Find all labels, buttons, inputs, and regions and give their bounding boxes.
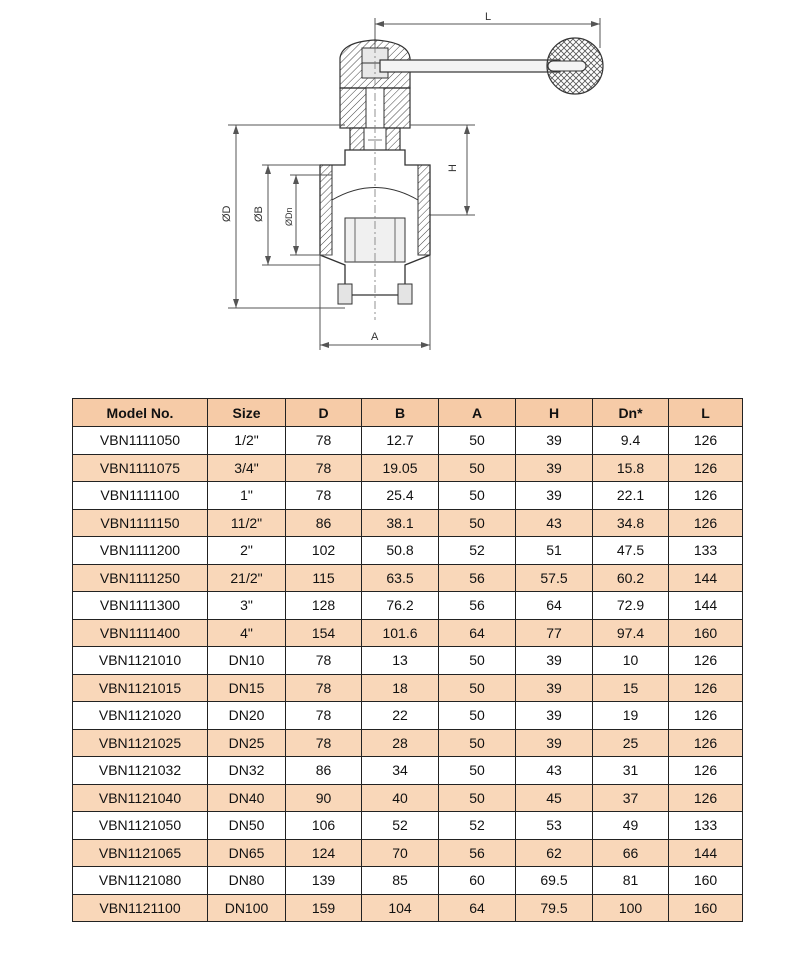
table-cell: 128 [286, 592, 362, 620]
table-row [73, 454, 743, 482]
table-cell: VBN1111250 [73, 564, 208, 592]
table-row [73, 619, 743, 647]
table-row [73, 564, 743, 592]
table-cell: 15 [593, 674, 669, 702]
table-cell: 126 [669, 454, 743, 482]
table-cell: 13 [362, 647, 439, 675]
table-cell: 34.8 [593, 509, 669, 537]
table-cell: 97.4 [593, 619, 669, 647]
table-cell: 39 [516, 702, 593, 730]
table-cell: VBN1111200 [73, 537, 208, 565]
table-row [73, 729, 743, 757]
table-cell: VBN1111150 [73, 509, 208, 537]
table-cell: VBN1121015 [73, 674, 208, 702]
table-cell: DN32 [208, 757, 286, 785]
table-cell: 81 [593, 867, 669, 895]
table-row [73, 757, 743, 785]
table-cell: 52 [439, 812, 516, 840]
table-cell: VBN1111400 [73, 619, 208, 647]
table-cell: 139 [286, 867, 362, 895]
table-cell: 64 [439, 619, 516, 647]
table-cell: 86 [286, 509, 362, 537]
label-B: ØB [253, 206, 265, 222]
table-cell: 78 [286, 647, 362, 675]
table-cell: 39 [516, 674, 593, 702]
table-cell: 50 [439, 784, 516, 812]
table-row [73, 427, 743, 455]
table-cell: 70 [362, 839, 439, 867]
table-cell: 21/2" [208, 564, 286, 592]
table-cell: 133 [669, 537, 743, 565]
table-cell: 22 [362, 702, 439, 730]
table-cell: 22.1 [593, 482, 669, 510]
table-cell: 50 [439, 482, 516, 510]
table-cell: 126 [669, 729, 743, 757]
table-cell: DN80 [208, 867, 286, 895]
table-cell: 126 [669, 509, 743, 537]
table-row [73, 839, 743, 867]
table-cell: 64 [439, 894, 516, 922]
table-cell: 77 [516, 619, 593, 647]
table-cell: 76.2 [362, 592, 439, 620]
table-row [73, 674, 743, 702]
table-cell: VBN1121032 [73, 757, 208, 785]
table-cell: VBN1121080 [73, 867, 208, 895]
table-cell: 50 [439, 647, 516, 675]
table-cell: 45 [516, 784, 593, 812]
table-cell: 64 [516, 592, 593, 620]
table-cell: 1" [208, 482, 286, 510]
table-cell: DN25 [208, 729, 286, 757]
table-cell: 31 [593, 757, 669, 785]
column-header: H [516, 399, 593, 427]
table-cell: 3" [208, 592, 286, 620]
table-cell: VBN1121025 [73, 729, 208, 757]
table-cell: VBN1121100 [73, 894, 208, 922]
table-cell: 78 [286, 482, 362, 510]
table-cell: 57.5 [516, 564, 593, 592]
table-cell: 51 [516, 537, 593, 565]
table-cell: 115 [286, 564, 362, 592]
table-row [73, 509, 743, 537]
table-cell: 159 [286, 894, 362, 922]
table-cell: 78 [286, 454, 362, 482]
table-body [73, 427, 743, 922]
column-header: L [669, 399, 743, 427]
table-cell: 39 [516, 647, 593, 675]
table-cell: 19 [593, 702, 669, 730]
table-cell: 25.4 [362, 482, 439, 510]
table-cell: 37 [593, 784, 669, 812]
table-cell: DN50 [208, 812, 286, 840]
table-cell: VBN1111050 [73, 427, 208, 455]
table-cell: 78 [286, 674, 362, 702]
table-row [73, 894, 743, 922]
table-cell: 160 [669, 894, 743, 922]
specification-table [72, 398, 743, 922]
table-cell: 39 [516, 454, 593, 482]
table-cell: VBN1111100 [73, 482, 208, 510]
table-cell: 90 [286, 784, 362, 812]
table-cell: 160 [669, 619, 743, 647]
table-cell: 144 [669, 564, 743, 592]
table-cell: 72.9 [593, 592, 669, 620]
table-cell: 60 [439, 867, 516, 895]
table-cell: 126 [669, 482, 743, 510]
table-cell: 47.5 [593, 537, 669, 565]
table-row [73, 784, 743, 812]
table-cell: 3/4" [208, 454, 286, 482]
column-header: B [362, 399, 439, 427]
table-cell: VBN1121040 [73, 784, 208, 812]
table-cell: 126 [669, 702, 743, 730]
table-row [73, 647, 743, 675]
table-cell: 52 [439, 537, 516, 565]
table-cell: 38.1 [362, 509, 439, 537]
table-header-row [73, 399, 743, 427]
column-header: D [286, 399, 362, 427]
table-cell: VBN1111075 [73, 454, 208, 482]
table-cell: 1/2" [208, 427, 286, 455]
table-cell: 52 [362, 812, 439, 840]
table-cell: 86 [286, 757, 362, 785]
table-cell: 124 [286, 839, 362, 867]
table-cell: 50 [439, 674, 516, 702]
table-cell: 60.2 [593, 564, 669, 592]
table-row [73, 482, 743, 510]
column-header: A [439, 399, 516, 427]
table-cell: 69.5 [516, 867, 593, 895]
table-cell: 19.05 [362, 454, 439, 482]
table-cell: 56 [439, 564, 516, 592]
table-cell: 43 [516, 757, 593, 785]
table-cell: 40 [362, 784, 439, 812]
table-cell: 56 [439, 592, 516, 620]
table-cell: VBN1121020 [73, 702, 208, 730]
table-cell: 144 [669, 839, 743, 867]
label-H: H [447, 164, 459, 172]
table-cell: 12.7 [362, 427, 439, 455]
table-cell: 11/2" [208, 509, 286, 537]
table-cell: 126 [669, 674, 743, 702]
table-cell: 126 [669, 647, 743, 675]
table-cell: 154 [286, 619, 362, 647]
table-cell: DN40 [208, 784, 286, 812]
table-cell: 79.5 [516, 894, 593, 922]
table-cell: DN20 [208, 702, 286, 730]
table-cell: 50 [439, 702, 516, 730]
table-cell: 50 [439, 729, 516, 757]
table-cell: 144 [669, 592, 743, 620]
table-row [73, 867, 743, 895]
table-cell: 15.8 [593, 454, 669, 482]
table-cell: 50.8 [362, 537, 439, 565]
label-L: L [485, 11, 492, 23]
table-cell: DN100 [208, 894, 286, 922]
table-cell: 126 [669, 427, 743, 455]
table-cell: 39 [516, 427, 593, 455]
table-cell: 133 [669, 812, 743, 840]
table-cell: 43 [516, 509, 593, 537]
table-cell: VBN1121065 [73, 839, 208, 867]
table-cell: 106 [286, 812, 362, 840]
table-cell: 78 [286, 427, 362, 455]
table-cell: 39 [516, 482, 593, 510]
table-cell: DN15 [208, 674, 286, 702]
column-header: Model No. [73, 399, 208, 427]
table-cell: 9.4 [593, 427, 669, 455]
table-cell: 49 [593, 812, 669, 840]
table-cell: 2" [208, 537, 286, 565]
table-cell: DN65 [208, 839, 286, 867]
table-cell: 50 [439, 454, 516, 482]
handle-bar [380, 38, 603, 94]
table-cell: 18 [362, 674, 439, 702]
label-A: A [371, 331, 379, 343]
table-cell: 62 [516, 839, 593, 867]
table-cell: 56 [439, 839, 516, 867]
table-cell: 78 [286, 702, 362, 730]
table-cell: 78 [286, 729, 362, 757]
table-cell: 160 [669, 867, 743, 895]
table-cell: VBN1121010 [73, 647, 208, 675]
table-row [73, 812, 743, 840]
table-cell: 102 [286, 537, 362, 565]
table-cell: 39 [516, 729, 593, 757]
table-cell: 63.5 [362, 564, 439, 592]
table-cell: 66 [593, 839, 669, 867]
table-cell: 104 [362, 894, 439, 922]
table-cell: 50 [439, 509, 516, 537]
table-cell: 25 [593, 729, 669, 757]
table-cell: 126 [669, 784, 743, 812]
table-cell: 4" [208, 619, 286, 647]
table-cell: VBN1111300 [73, 592, 208, 620]
table-cell: 53 [516, 812, 593, 840]
table-cell: 50 [439, 757, 516, 785]
valve-technical-drawing [0, 0, 800, 380]
table-cell: 100 [593, 894, 669, 922]
table-cell: 85 [362, 867, 439, 895]
table-cell: VBN1121050 [73, 812, 208, 840]
table-cell: 101.6 [362, 619, 439, 647]
table-cell: 50 [439, 427, 516, 455]
label-D: ØD [221, 205, 233, 222]
table-cell: 10 [593, 647, 669, 675]
table-row [73, 592, 743, 620]
table-cell: 28 [362, 729, 439, 757]
column-header: Dn* [593, 399, 669, 427]
table-cell: 34 [362, 757, 439, 785]
table-row [73, 537, 743, 565]
label-Dn: ØDn [284, 207, 294, 226]
table-cell: DN10 [208, 647, 286, 675]
column-header: Size [208, 399, 286, 427]
table-cell: 126 [669, 757, 743, 785]
table-row [73, 702, 743, 730]
